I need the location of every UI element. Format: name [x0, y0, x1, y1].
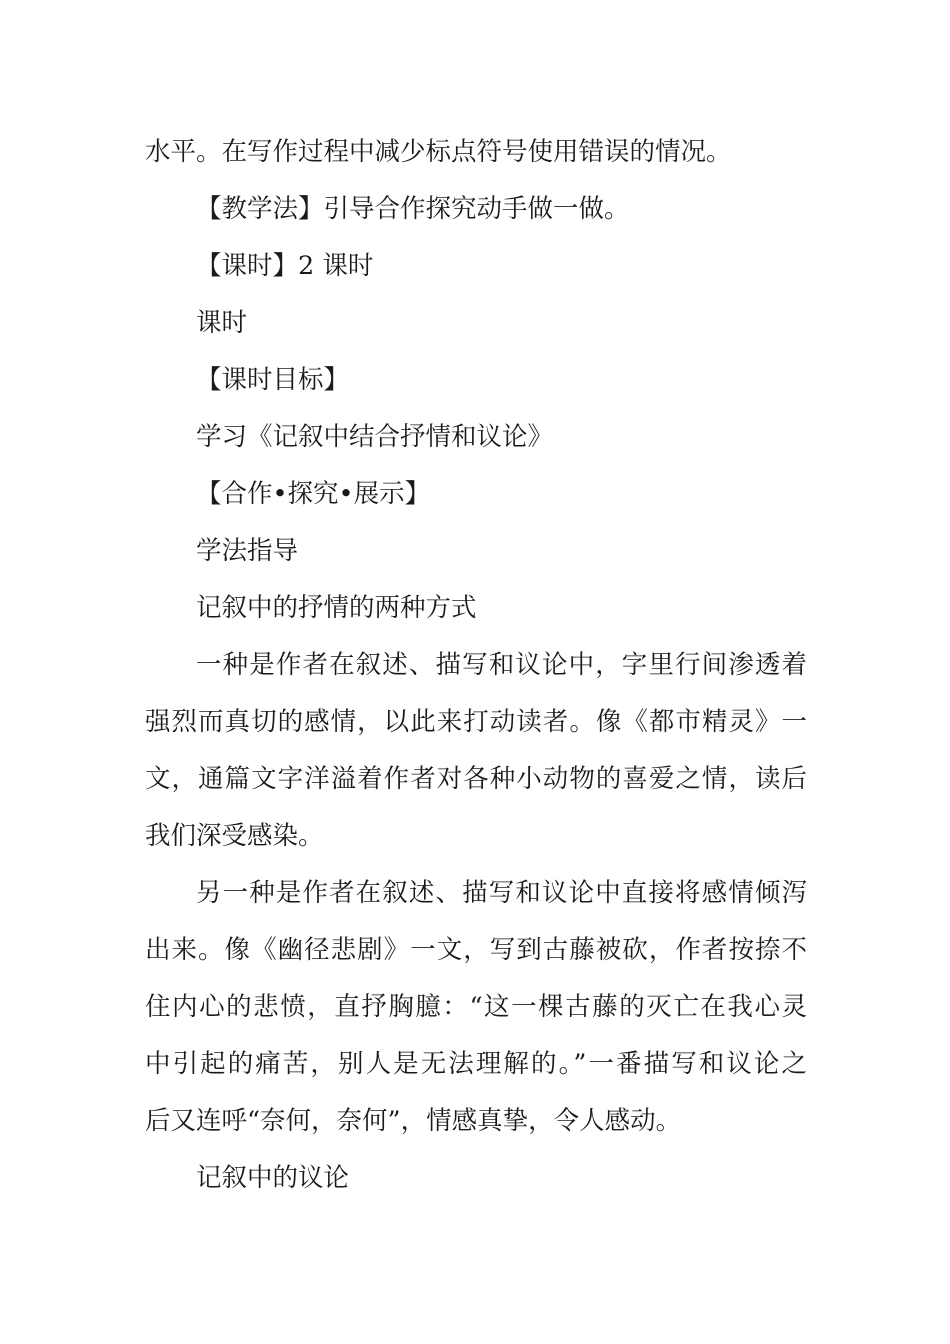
- paragraph-1-line-3: 文，通篇文字洋溢着作者对各种小动物的喜爱之情，读后: [145, 764, 807, 794]
- paragraph-1-line-4: 我们深受感染。: [145, 821, 324, 851]
- paragraph-2-line-5: 后又连呼“奈何，奈何”，情感真挚，令人感动。: [145, 1106, 682, 1136]
- document-body: [145, 128, 807, 1211]
- paragraph-1-line-1: 一种是作者在叙述、描写和议论中，字里行间渗透着: [196, 650, 807, 680]
- paragraph-2-line-4: 中引起的痛苦，别人是无法理解的。”一番描写和议论之: [145, 1049, 807, 1079]
- lesson-objective-text: 学习《记叙中结合抒情和议论》: [196, 422, 554, 452]
- method-guidance-heading: 学法指导: [196, 536, 299, 566]
- paragraph-1-line-2: 强烈而真切的感情，以此来打动读者。像《都市精灵》一: [145, 707, 807, 737]
- cooperation-heading: 【合作•探究•展示】: [196, 479, 431, 509]
- paragraph-2-line-2: 出来。像《幽径悲剧》一文，写到古藤被砍，作者按捺不: [145, 935, 807, 965]
- paragraph-2-line-3: 住内心的悲愤，直抒胸臆：“这一棵古藤的灭亡在我心灵: [145, 992, 807, 1022]
- class-hours-line: 【课时】2 课时: [196, 251, 374, 281]
- narrative-discussion-heading: 记叙中的议论: [196, 1163, 350, 1193]
- lyric-methods-heading: 记叙中的抒情的两种方式: [196, 593, 477, 623]
- teaching-method-line: 【教学法】引导合作探究动手做一做。: [196, 194, 630, 224]
- lesson-objective-heading: 【课时目标】: [196, 365, 350, 395]
- body-line-continuation: 水平。在写作过程中减少标点符号使用错误的情况。: [145, 137, 732, 167]
- paragraph-2-line-1: 另一种是作者在叙述、描写和议论中直接将感情倾泻: [196, 878, 807, 908]
- section-heading-lesson: 课时: [196, 308, 248, 338]
